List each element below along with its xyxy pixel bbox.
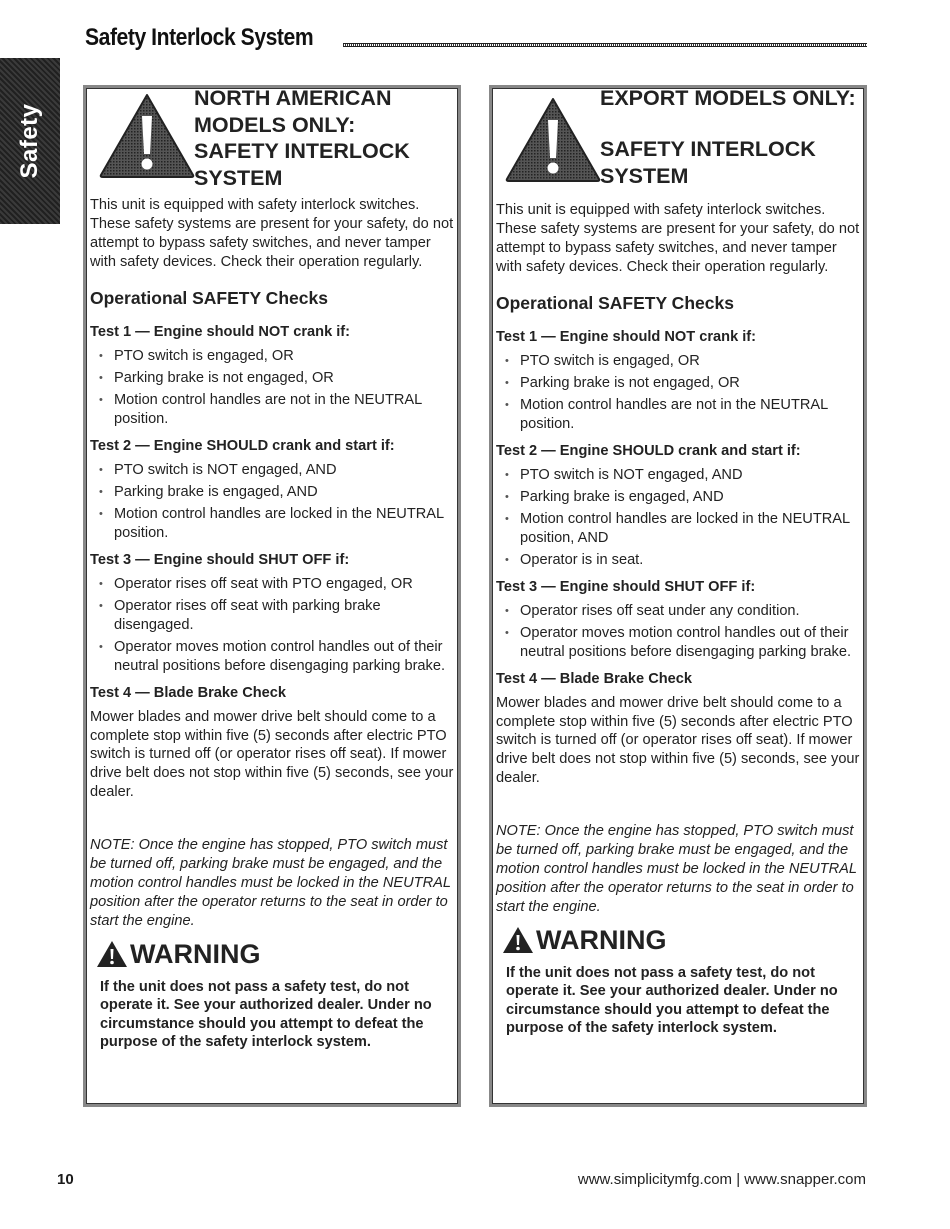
list-item: • Motion control handles are not in the NEUTRAL position. [90, 391, 454, 429]
list-item: • PTO switch is NOT engaged, AND [90, 461, 454, 480]
list-item: • Motion control handles are locked in the NEUTRAL position, AND [496, 510, 860, 548]
test-list [90, 461, 454, 543]
panel-heading [90, 88, 454, 196]
warning-triangle-icon [98, 92, 196, 178]
test-heading: Test 2 — Engine SHOULD crank and start if: [90, 437, 395, 454]
test-heading: Test 1 — Engine should NOT crank if: [90, 323, 351, 340]
warning-heading [502, 925, 860, 956]
heading-line: NORTH AMERICAN [194, 86, 392, 110]
warning-heading [96, 939, 454, 970]
page-header [85, 24, 867, 58]
note-paragraph: NOTE: Once the engine has stopped, PTO switch must be turned off, parking brake must be engaged, and the motion control handles must be locked in the NEUTRAL position after the operator returns to the seat in order to start the engine. [496, 823, 857, 915]
heading-line: SAFETY INTERLOCK [600, 137, 816, 161]
heading-line: EXPORT MODELS ONLY: [600, 86, 856, 110]
warning-icon [96, 940, 128, 968]
list-item: • PTO switch is engaged, OR [496, 352, 860, 371]
list-item: • Motion control handles are not in the NEUTRAL position. [496, 396, 860, 434]
list-item: • Parking brake is not engaged, OR [90, 369, 454, 388]
heading-line: MODELS ONLY: [194, 112, 356, 137]
warning-paragraph: If the unit does not pass a safety test, do not operate it. See your authorized dealer. Under no circumstance should you attempt to defeat the purpose of the safety interlock system. [506, 964, 838, 1037]
heading-line: SYSTEM [600, 164, 689, 188]
export-models-panel [489, 85, 867, 1107]
list-item: • Operator rises off seat under any condition. [496, 602, 860, 621]
list-item: • PTO switch is engaged, OR [90, 347, 454, 366]
test-heading: Test 3 — Engine should SHUT OFF if: [90, 551, 350, 568]
test-heading: Test 2 — Engine SHOULD crank and start if: [496, 442, 801, 459]
warning-icon [502, 926, 534, 954]
note-paragraph: NOTE: Once the engine has stopped, PTO switch must be turned off, parking brake must be engaged, and the motion control handles must be locked in the NEUTRAL position after the operator returns to the seat in order to start the engine. [90, 837, 451, 929]
list-item: • Operator rises off seat with PTO engaged, OR [90, 575, 454, 594]
warning-paragraph: If the unit does not pass a safety test, do not operate it. See your authorized dealer. Under no circumstance should you attempt to defeat the purpose of the safety interlock system. [100, 978, 432, 1051]
test-list [496, 352, 860, 434]
warning-triangle-icon [504, 96, 602, 182]
panel-heading [496, 88, 860, 201]
list-item: • Operator moves motion control handles out of their neutral positions before disengaging parking brake. [496, 624, 860, 662]
side-tab-label: Safety [16, 103, 43, 179]
list-item: • Parking brake is engaged, AND [90, 483, 454, 502]
test-heading: Test 4 — Blade Brake Check [90, 684, 287, 701]
blade-brake-paragraph: Mower blades and mower drive belt should come to a complete stop within five (5) seconds after electric PTO switch is turned off (or operator rises off seat). If mower drive belt does not stop within five (5) seconds, see your dealer. [90, 708, 454, 801]
north-american-panel [83, 85, 461, 1107]
heading-gap [600, 112, 856, 136]
list-item: • Parking brake is engaged, AND [496, 488, 860, 507]
test-heading: Test 1 — Engine should NOT crank if: [496, 328, 757, 345]
page-number: 10 [57, 1171, 74, 1188]
page-title: Safety Interlock System [85, 24, 314, 51]
intro-paragraph: This unit is equipped with safety interlock switches. These safety systems are present for your safety, do not attempt to bypass safety switches, and never tamper with safety devices. Check their operation regularly. [496, 202, 860, 275]
list-item: • Operator moves motion control handles out of their neutral positions before disengaging parking brake. [90, 638, 454, 676]
list-item: • Parking brake is not engaged, OR [496, 374, 860, 393]
test-heading: Test 3 — Engine should SHUT OFF if: [496, 578, 756, 595]
heading-line: SYSTEM [194, 165, 283, 190]
footer-urls: www.simplicitymfg.com | www.snapper.com [577, 1171, 866, 1188]
test-list [496, 466, 860, 570]
title-rule [343, 43, 867, 47]
section-side-tab [0, 58, 60, 224]
heading-line: SAFETY INTERLOCK [194, 139, 410, 163]
list-item: • Operator is in seat. [496, 551, 860, 570]
test-list [90, 575, 454, 676]
test-list [496, 602, 860, 662]
list-item: • Motion control handles are locked in the NEUTRAL position. [90, 505, 454, 543]
test-heading: Test 4 — Blade Brake Check [496, 670, 693, 687]
intro-paragraph: This unit is equipped with safety interlock switches. These safety systems are present for your safety, do not attempt to bypass safety switches, and never tamper with safety devices. Check their operation regularly. [90, 197, 454, 270]
section-title: Operational SAFETY Checks [496, 292, 734, 313]
blade-brake-paragraph: Mower blades and mower drive belt should come to a complete stop within five (5) seconds after electric PTO switch is turned off (or operator rises off seat). If mower drive belt does not stop within five (5) seconds, see your dealer. [496, 694, 860, 787]
list-item: • PTO switch is NOT engaged, AND [496, 466, 860, 485]
warning-label: WARNING [130, 938, 261, 969]
section-title: Operational SAFETY Checks [90, 287, 328, 308]
test-list [90, 347, 454, 429]
warning-label: WARNING [536, 924, 667, 955]
list-item: • Operator rises off seat with parking brake disengaged. [90, 597, 454, 635]
